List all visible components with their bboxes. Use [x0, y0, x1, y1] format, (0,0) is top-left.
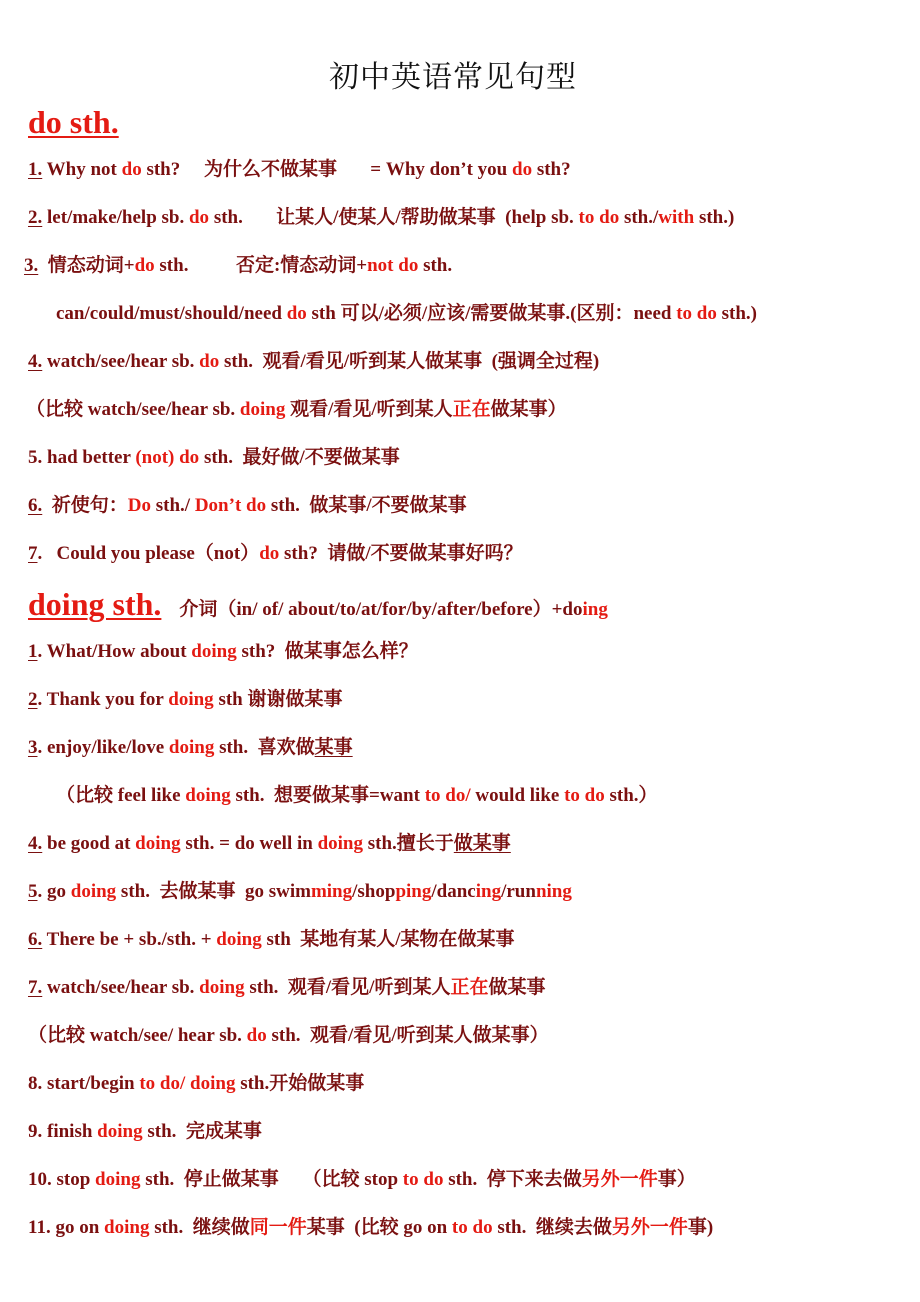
- section-heading-do: [28, 104, 119, 141]
- highlight-text: doing: [168, 689, 214, 710]
- line-text: sth.擅长于: [363, 833, 454, 854]
- highlight-text: ning: [535, 881, 572, 902]
- section-heading-text: do sth.: [28, 104, 119, 140]
- line-text: . Thank you for: [37, 689, 169, 710]
- sentence-line: [28, 494, 467, 518]
- sentence-line: [28, 640, 418, 664]
- line-text: . enjoy/like/love: [37, 737, 169, 758]
- highlight-text: doing: [168, 737, 215, 758]
- line-text: watch/see/hear sb.: [42, 977, 200, 998]
- line-text: /run: [501, 881, 536, 902]
- line-text: can/could/must/should/need: [56, 303, 287, 324]
- highlight-text: doing: [97, 1121, 143, 1142]
- line-text: 9. finish: [28, 1121, 98, 1142]
- line-text: sth. 观看/看见/听到某人做某事）: [266, 1025, 549, 1046]
- highlight-text: Do: [127, 495, 151, 516]
- line-text: sth 谢谢做某事: [213, 689, 343, 710]
- line-text: sth./: [619, 207, 659, 228]
- line-text: 做某事: [488, 977, 546, 998]
- highlight-text: doing: [199, 977, 245, 998]
- line-text: sth.开始做某事: [235, 1073, 365, 1094]
- highlight-text: not do: [367, 255, 419, 276]
- sentence-line: [28, 158, 571, 182]
- sentence-line: [28, 542, 523, 566]
- highlight-text: doing: [239, 399, 286, 420]
- sentence-line: [28, 880, 572, 904]
- underlined-text: 1.: [28, 159, 43, 180]
- sentence-line: [28, 928, 515, 952]
- line-text: 观看/看见/听到某人: [285, 399, 453, 420]
- highlight-text: doing: [216, 929, 262, 950]
- highlight-text: to do: [578, 207, 620, 228]
- underlined-text: 5: [28, 881, 38, 902]
- line-text: sth. 否定:情态动词+: [154, 255, 368, 276]
- highlight-text: do: [121, 159, 142, 180]
- sentence-line: [28, 832, 511, 856]
- underlined-text: 4.: [28, 833, 43, 854]
- highlight-text: do: [286, 303, 307, 324]
- line-text: sth. 完成某事: [142, 1121, 262, 1142]
- highlight-text: ing: [475, 881, 502, 902]
- sentence-line: [28, 1024, 549, 1048]
- highlight-text: to do/ doing: [139, 1073, 236, 1094]
- highlight-text: to do/: [424, 785, 471, 806]
- highlight-text: do: [259, 543, 280, 564]
- line-text: sth. 喜欢做: [214, 737, 315, 758]
- highlight-text: 另外一件: [581, 1169, 658, 1190]
- line-text: sth.）: [604, 785, 658, 806]
- line-text: 事）: [657, 1169, 696, 1190]
- underlined-text: 1: [28, 641, 38, 662]
- line-text: sth 某地有某人/某物在做某事: [261, 929, 515, 950]
- line-text: watch/see/hear sb.: [42, 351, 200, 372]
- line-text: sth? 请做/不要做某事好吗？: [279, 543, 523, 564]
- line-text: sth 可以/必须/应该/需要做某事.(区别：need: [306, 303, 677, 324]
- underlined-text: 2: [28, 689, 38, 710]
- line-text: sth.: [418, 255, 453, 276]
- sentence-line: [28, 736, 353, 760]
- highlight-text: to do: [564, 785, 605, 806]
- sentence-line: [56, 784, 658, 808]
- highlight-text: 正在: [452, 399, 491, 420]
- line-text: be good at: [42, 833, 136, 854]
- sentence-line: [28, 1168, 696, 1192]
- line-text: sth. = do well in: [180, 833, 318, 854]
- line-text: 10. stop: [28, 1169, 96, 1190]
- line-text: /danc: [431, 881, 476, 902]
- underlined-text: 做某事: [453, 833, 511, 854]
- underlined-text: 7.: [28, 977, 43, 998]
- line-text: sth. 最好做/不要做某事: [199, 447, 400, 468]
- line-text: sth? 为什么不做某事 = Why don’t you: [141, 159, 512, 180]
- sentence-line: [28, 206, 734, 230]
- line-text: sth. 继续去做: [492, 1217, 612, 1238]
- line-text: /shop: [352, 881, 396, 902]
- line-text: 5. had better: [28, 447, 136, 468]
- line-text: sth?: [532, 159, 571, 180]
- highlight-text: doing: [135, 833, 181, 854]
- highlight-text: doing: [317, 833, 363, 854]
- underlined-text: 3: [28, 737, 38, 758]
- line-text: sth. 去做某事 go swim: [116, 881, 311, 902]
- line-text: （比较 feel like: [56, 785, 186, 806]
- highlight-text: doing: [185, 785, 231, 806]
- sentence-line: [28, 688, 342, 712]
- section-heading-text: doing sth.: [28, 586, 162, 622]
- line-text: sth. 让某人/使某人/帮助做某事 (help sb.: [209, 207, 579, 228]
- highlight-text: to do: [451, 1217, 493, 1238]
- line-text: . go: [37, 881, 71, 902]
- sentence-line: [28, 976, 545, 1000]
- line-text: . Could you please（not）: [37, 543, 260, 564]
- highlight-text: Don’t do: [194, 495, 267, 516]
- line-text: There be + sb./sth. +: [42, 929, 217, 950]
- line-text: 祈使句：: [42, 495, 128, 516]
- highlight-text: to do: [402, 1169, 444, 1190]
- underlined-text: 6.: [28, 495, 43, 516]
- section-note: 介词（in/ of/ about/to/at/for/by/after/before）+doing: [179, 599, 608, 620]
- sentence-line: [26, 398, 567, 422]
- line-text: sth? 做某事怎么样？: [236, 641, 418, 662]
- underlined-text: 6.: [28, 929, 43, 950]
- highlight-text: 正在: [450, 977, 489, 998]
- underlined-text: 2.: [28, 207, 43, 228]
- line-text: 11. go on: [28, 1217, 105, 1238]
- line-text: sth.): [716, 303, 758, 324]
- line-text: 某事 (比较 go on: [306, 1217, 452, 1238]
- line-text: 情态动词+: [38, 255, 135, 276]
- line-text: （比较 watch/see/hear sb.: [26, 399, 240, 420]
- line-text: 做某事）: [490, 399, 567, 420]
- highlight-text: do: [199, 351, 220, 372]
- line-text: sth. 继续做: [149, 1217, 250, 1238]
- highlight-text: 另外一件: [611, 1217, 688, 1238]
- line-text: sth. 观看/看见/听到某人: [244, 977, 451, 998]
- highlight-text: doing: [70, 881, 117, 902]
- sentence-line: [24, 254, 452, 278]
- line-text: sth.): [694, 207, 735, 228]
- line-text: let/make/help sb.: [42, 207, 189, 228]
- highlight-text: do: [134, 255, 155, 276]
- highlight-text: doing: [95, 1169, 141, 1190]
- highlight-text: doing: [191, 641, 237, 662]
- sentence-line: [28, 1216, 713, 1240]
- underlined-text: 某事: [314, 737, 353, 758]
- page-title: 初中英语常见句型: [329, 60, 577, 95]
- highlight-text: ping: [395, 881, 432, 902]
- line-text: 8. start/begin: [28, 1073, 140, 1094]
- line-text: sth. 停下来去做: [443, 1169, 582, 1190]
- section-heading-doing: [28, 586, 608, 623]
- line-text: 事): [687, 1217, 714, 1238]
- line-text: sth./: [151, 495, 195, 516]
- line-text: sth. 想要做某事=want: [230, 785, 425, 806]
- underlined-text: 7: [28, 543, 38, 564]
- line-text: would like: [470, 785, 565, 806]
- sentence-line: [28, 446, 400, 470]
- highlight-text: 同一件: [249, 1217, 307, 1238]
- line-text: sth. 停止做某事 （比较 stop: [140, 1169, 403, 1190]
- sentence-line: [56, 302, 757, 326]
- highlight-text: do: [512, 159, 533, 180]
- highlight-text: (not) do: [135, 447, 200, 468]
- line-text: . What/How about: [37, 641, 192, 662]
- highlight-text: with: [658, 207, 695, 228]
- line-text: Why not: [42, 159, 122, 180]
- line-text: sth. 观看/看见/听到某人做某事 (强调全过程): [219, 351, 600, 372]
- highlight-text: do: [188, 207, 210, 228]
- highlight-text: to do: [676, 303, 717, 324]
- underlined-text: 4.: [28, 351, 43, 372]
- highlight-text: ming: [310, 881, 353, 902]
- sentence-line: [28, 1120, 262, 1144]
- highlight-text: doing: [104, 1217, 150, 1238]
- line-text: sth. 做某事/不要做某事: [266, 495, 467, 516]
- sentence-line: [28, 350, 599, 374]
- line-text: （比较 watch/see/ hear sb.: [28, 1025, 247, 1046]
- sentence-line: [28, 1072, 364, 1096]
- highlight-text: do: [246, 1025, 267, 1046]
- underlined-text: 3.: [24, 255, 39, 276]
